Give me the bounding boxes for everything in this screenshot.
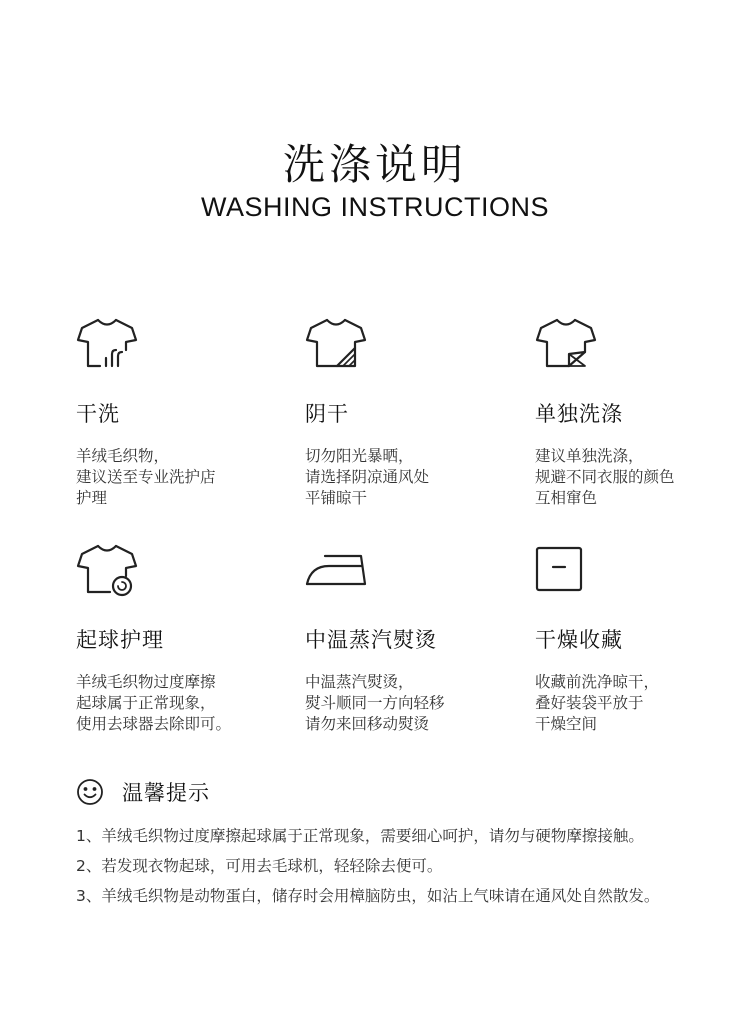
tip-item: 3、羊绒毛织物是动物蛋白，储存时会用樟脑防虫，如沾上气味请在通风处自然散发。 — [76, 887, 660, 905]
smiley-icon — [76, 778, 104, 806]
care-card-description: 羊绒毛织物过度摩擦 起球属于正常现象， 使用去球器去除即可。 — [76, 673, 232, 733]
care-card-description: 羊绒毛织物， 建议送至专业洗护店 护理 — [76, 447, 216, 507]
care-card-title: 阴干 — [305, 402, 349, 426]
care-card-title: 干燥收藏 — [535, 628, 623, 652]
care-card-title: 干洗 — [76, 402, 120, 426]
tip-item: 2、若发现衣物起球，可用去毛球机，轻轻除去便可。 — [76, 857, 443, 875]
care-card-title: 中温蒸汽熨烫 — [305, 628, 437, 652]
care-card-description: 收藏前洗净晾干， 叠好装袋平放于 干燥空间 — [535, 673, 660, 733]
tumble-dry-box-icon — [535, 540, 597, 602]
care-card-title: 起球护理 — [76, 628, 164, 652]
iron-icon — [305, 540, 367, 602]
care-card-description: 切勿阳光暴晒， 请选择阴凉通风处 平铺晾干 — [305, 447, 430, 507]
care-card-description: 中温蒸汽熨烫， 熨斗顺同一方向轻移 请勿来回移动熨烫 — [305, 673, 445, 733]
tips-list — [76, 825, 736, 915]
tip-item: 1、羊绒毛织物过度摩擦起球属于正常现象，需要细心呵护，请勿与硬物摩擦接触。 — [76, 827, 644, 845]
page-subtitle: WASHING INSTRUCTIONS — [200, 192, 549, 222]
wash-separately-shirt-icon — [535, 314, 597, 376]
pilling-care-shirt-icon — [76, 540, 138, 602]
shade-dry-shirt-icon — [305, 314, 367, 376]
tips-title: 温馨提示 — [122, 781, 210, 805]
care-card-description: 建议单独洗涤， 规避不同衣服的颜色 互相窜色 — [535, 447, 675, 507]
page-title: 洗涤说明 — [282, 140, 467, 189]
care-card-title: 单独洗涤 — [535, 402, 623, 426]
dry-clean-shirt-icon — [76, 314, 138, 376]
